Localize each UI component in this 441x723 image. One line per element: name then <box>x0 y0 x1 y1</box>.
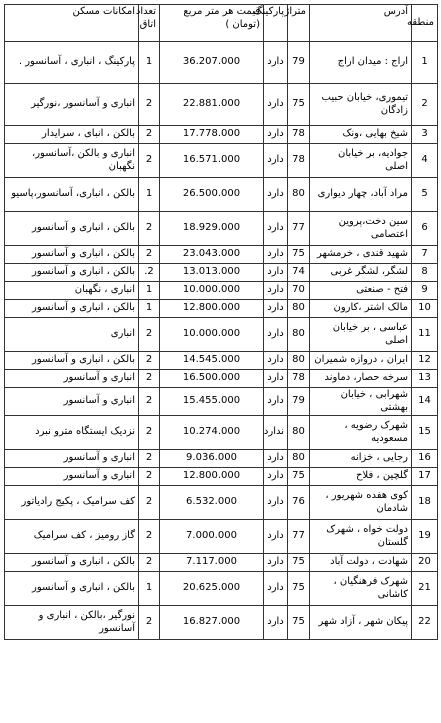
table-cell-parking: دارد <box>264 520 288 554</box>
table-cell-region: 12 <box>412 352 438 370</box>
table-cell-rooms: 2 <box>139 468 160 486</box>
table-cell-parking: دارد <box>264 144 288 178</box>
table-cell-address: ایران ، دروازه شمیران <box>310 352 412 370</box>
table-cell-parking: دارد <box>264 300 288 318</box>
table-cell-rooms: 1 <box>139 300 160 318</box>
table-cell-parking: دارد <box>264 178 288 212</box>
table-cell-region: 21 <box>412 572 438 606</box>
table-row <box>5 416 438 450</box>
header-area: متراژ <box>288 5 310 42</box>
header-address: آدرس <box>310 5 412 42</box>
table-cell-parking: دارد <box>264 246 288 264</box>
table-cell-area: 75 <box>288 246 310 264</box>
table-cell-region: 19 <box>412 520 438 554</box>
table-cell-area: 80 <box>288 352 310 370</box>
table-cell-price: 15.455.000 <box>160 388 264 416</box>
table-cell-region: 4 <box>412 144 438 178</box>
table-cell-address: سین دخت،پروین اعتصامی <box>310 212 412 246</box>
table-cell-address: گلچین ، فلاح <box>310 468 412 486</box>
table-cell-address: شهادت ، دولت آباد <box>310 554 412 572</box>
table-cell-rooms: 2 <box>139 416 160 450</box>
table-cell-price: 12.800.000 <box>160 300 264 318</box>
table-cell-amenities: انباری و بالکن ،آسانسور، نگهبان <box>5 144 139 178</box>
table-cell-price: 10.000.000 <box>160 282 264 300</box>
table-cell-region: 5 <box>412 178 438 212</box>
header-amenities: امکانات مسکن <box>5 5 139 42</box>
table-row <box>5 300 438 318</box>
table-cell-rooms: 1 <box>139 42 160 84</box>
table-cell-amenities: بالکن ، انباری و آسانسور <box>5 246 139 264</box>
table-cell-parking: دارد <box>264 318 288 352</box>
table-cell-parking: دارد <box>264 352 288 370</box>
table-row <box>5 486 438 520</box>
table-cell-price: 7.000.000 <box>160 520 264 554</box>
table-cell-address: تیموری، خیابان حبیب زادگان <box>310 84 412 126</box>
table-cell-amenities: گاز رومیز ، کف سرامیک <box>5 520 139 554</box>
table-cell-area: 75 <box>288 572 310 606</box>
table-cell-region: 15 <box>412 416 438 450</box>
table-cell-address: شهرک رضویه ، مسعودیه <box>310 416 412 450</box>
table-cell-address: شهرابی ، خیابان بهشتی <box>310 388 412 416</box>
table-row <box>5 126 438 144</box>
table-cell-price: 17.778.000 <box>160 126 264 144</box>
table-cell-region: 1 <box>412 42 438 84</box>
header-price: قیمت هر متر مربع (تومان ) <box>160 5 264 42</box>
table-cell-price: 16.827.000 <box>160 606 264 640</box>
table-cell-rooms: 2 <box>139 606 160 640</box>
table-cell-area: 80 <box>288 416 310 450</box>
table-cell-address: جوادیه، بر خیابان اصلی <box>310 144 412 178</box>
table-cell-amenities: بالکن ، انباری و آسانسور <box>5 264 139 282</box>
table-row <box>5 352 438 370</box>
table-cell-price: 26.500.000 <box>160 178 264 212</box>
table-cell-area: 79 <box>288 42 310 84</box>
table-cell-amenities: پارکینگ ، انباری ، آسانسور . <box>5 42 139 84</box>
table-cell-region: 9 <box>412 282 438 300</box>
table-row <box>5 520 438 554</box>
table-cell-parking: دارد <box>264 388 288 416</box>
table-cell-address: لشگر، لشگر غربی <box>310 264 412 282</box>
table-cell-region: 2 <box>412 84 438 126</box>
table-cell-rooms: 2 <box>139 520 160 554</box>
table-cell-price: 10.274.000 <box>160 416 264 450</box>
table-cell-rooms: 2 <box>139 486 160 520</box>
table-row <box>5 450 438 468</box>
table-cell-region: 22 <box>412 606 438 640</box>
table-cell-rooms: 2 <box>139 450 160 468</box>
table-cell-rooms: 2 <box>139 554 160 572</box>
table-row <box>5 370 438 388</box>
table-cell-amenities: نورگیر ،بالکن ، انباری و آسانسور <box>5 606 139 640</box>
table-cell-parking: دارد <box>264 84 288 126</box>
table-cell-area: 79 <box>288 388 310 416</box>
table-cell-area: 78 <box>288 370 310 388</box>
table-cell-area: 80 <box>288 300 310 318</box>
table-cell-parking: دارد <box>264 450 288 468</box>
housing-table <box>4 4 438 640</box>
table-cell-amenities: انباری و آسانسور <box>5 450 139 468</box>
table-cell-area: 75 <box>288 468 310 486</box>
table-cell-area: 75 <box>288 554 310 572</box>
table-cell-area: 78 <box>288 144 310 178</box>
table-cell-rooms: 2 <box>139 388 160 416</box>
table-cell-price: 18.929.000 <box>160 212 264 246</box>
table-cell-amenities: انباری و آسانسور <box>5 468 139 486</box>
table-cell-parking: دارد <box>264 468 288 486</box>
table-cell-area: 74 <box>288 264 310 282</box>
table-row <box>5 144 438 178</box>
table-cell-amenities: بالکن ، انباری و آسانسور <box>5 352 139 370</box>
table-cell-price: 13.013.000 <box>160 264 264 282</box>
table-cell-price: 16.500.000 <box>160 370 264 388</box>
table-cell-rooms: 2 <box>139 370 160 388</box>
table-cell-amenities: بالکن ، انباری و آسانسور <box>5 572 139 606</box>
table-cell-rooms: 1 <box>139 282 160 300</box>
table-cell-parking: دارد <box>264 606 288 640</box>
table-row <box>5 388 438 416</box>
table-cell-parking: دارد <box>264 486 288 520</box>
table-cell-price: 23.043.000 <box>160 246 264 264</box>
table-cell-region: 13 <box>412 370 438 388</box>
table-cell-amenities: بالکن ، انباری و آسانسور <box>5 300 139 318</box>
table-cell-region: 10 <box>412 300 438 318</box>
table-cell-amenities: انباری و آسانسور <box>5 388 139 416</box>
table-cell-price: 16.571.000 <box>160 144 264 178</box>
table-cell-price: 6.532.000 <box>160 486 264 520</box>
table-row <box>5 178 438 212</box>
table-cell-parking: دارد <box>264 212 288 246</box>
table-row <box>5 264 438 282</box>
table-row <box>5 606 438 640</box>
table-cell-address: رجایی ، خزانه <box>310 450 412 468</box>
table-cell-price: 9.036.000 <box>160 450 264 468</box>
table-cell-parking: دارد <box>264 370 288 388</box>
table-row <box>5 84 438 126</box>
table-cell-parking: دارد <box>264 264 288 282</box>
table-cell-area: 77 <box>288 212 310 246</box>
table-cell-region: 18 <box>412 486 438 520</box>
table-cell-region: 17 <box>412 468 438 486</box>
table-row <box>5 572 438 606</box>
table-cell-amenities: انباری ، نگهبان <box>5 282 139 300</box>
table-cell-area: 80 <box>288 178 310 212</box>
table-cell-price: 14.545.000 <box>160 352 264 370</box>
header-parking: پارکینگ <box>264 5 288 42</box>
table-cell-amenities: نزدیک ایستگاه مترو نبرد <box>5 416 139 450</box>
table-cell-address: مالک اشتر ،کارون <box>310 300 412 318</box>
table-row <box>5 212 438 246</box>
table-row <box>5 468 438 486</box>
table-row <box>5 246 438 264</box>
table-cell-price: 7.117.000 <box>160 554 264 572</box>
table-cell-region: 6 <box>412 212 438 246</box>
table-cell-region: 7 <box>412 246 438 264</box>
table-cell-region: 16 <box>412 450 438 468</box>
table-cell-amenities: بالکن ، انباری و آسانسور <box>5 554 139 572</box>
header-rooms: تعداد اتاق <box>139 5 160 42</box>
table-cell-address: فتح - صنعتی <box>310 282 412 300</box>
table-cell-parking: دارد <box>264 282 288 300</box>
table-cell-amenities: انباری <box>5 318 139 352</box>
table-cell-price: 22.881.000 <box>160 84 264 126</box>
table-cell-area: 80 <box>288 318 310 352</box>
table-cell-region: 11 <box>412 318 438 352</box>
table-cell-rooms: 2 <box>139 144 160 178</box>
table-cell-address: اراج : میدان اراج <box>310 42 412 84</box>
table-row <box>5 554 438 572</box>
table-cell-parking: دارد <box>264 42 288 84</box>
table-cell-address: شهید قندی ، خرمشهر <box>310 246 412 264</box>
table-cell-parking: دارد <box>264 126 288 144</box>
table-cell-amenities: بالکن ، انباری، آسانسور،پاسیو <box>5 178 139 212</box>
table-row <box>5 282 438 300</box>
table-cell-rooms: 2 <box>139 126 160 144</box>
table-cell-parking: ندارد <box>264 416 288 450</box>
table-cell-rooms: 2 <box>139 352 160 370</box>
table-cell-amenities: کف سرامیک ، پکیج رادیاتور <box>5 486 139 520</box>
table-cell-rooms: 2 <box>139 212 160 246</box>
table-cell-rooms: 1 <box>139 178 160 212</box>
table-row <box>5 318 438 352</box>
table-cell-price: 20.625.000 <box>160 572 264 606</box>
table-cell-parking: دارد <box>264 572 288 606</box>
table-cell-address: عباسی ، بر خیابان اصلی <box>310 318 412 352</box>
housing-table-container <box>4 4 437 719</box>
table-cell-price: 36.207.000 <box>160 42 264 84</box>
table-cell-address: شیخ بهایی ،ونک <box>310 126 412 144</box>
table-cell-region: 8 <box>412 264 438 282</box>
table-cell-amenities: انباری و آسانسور <box>5 370 139 388</box>
table-cell-area: 75 <box>288 606 310 640</box>
table-cell-price: 10.000.000 <box>160 318 264 352</box>
table-cell-address: کوی هفده شهریور ، شادمان <box>310 486 412 520</box>
table-cell-rooms: 2 <box>139 84 160 126</box>
table-row <box>5 42 438 84</box>
table-cell-rooms: 2 <box>139 246 160 264</box>
table-cell-address: سرخه حصار، دماوند <box>310 370 412 388</box>
header-region: منطقه <box>412 5 438 42</box>
table-cell-area: 80 <box>288 450 310 468</box>
table-header-row <box>5 5 438 42</box>
table-body <box>5 42 438 640</box>
table-cell-rooms: 2. <box>139 264 160 282</box>
table-cell-parking: دارد <box>264 554 288 572</box>
table-cell-region: 3 <box>412 126 438 144</box>
table-cell-area: 78 <box>288 126 310 144</box>
table-cell-address: پیکان شهر ، آزاد شهر <box>310 606 412 640</box>
table-cell-rooms: 2 <box>139 318 160 352</box>
table-cell-address: دولت خواه ، شهرک گلستان <box>310 520 412 554</box>
table-cell-area: 76 <box>288 486 310 520</box>
table-cell-rooms: 1 <box>139 572 160 606</box>
table-cell-amenities: بالکن ، انبای ، سرایدار <box>5 126 139 144</box>
table-cell-region: 20 <box>412 554 438 572</box>
table-cell-price: 12.800.000 <box>160 468 264 486</box>
table-cell-address: شهرک فرهنگیان ، کاشانی <box>310 572 412 606</box>
table-cell-amenities: انباری و آسانسور ،نورگیر <box>5 84 139 126</box>
table-cell-address: مراد آباد، چهار دیواری <box>310 178 412 212</box>
table-cell-area: 70 <box>288 282 310 300</box>
table-cell-amenities: بالکن ، انباری و آسانسور <box>5 212 139 246</box>
table-cell-area: 77 <box>288 520 310 554</box>
table-cell-area: 75 <box>288 84 310 126</box>
table-cell-region: 14 <box>412 388 438 416</box>
